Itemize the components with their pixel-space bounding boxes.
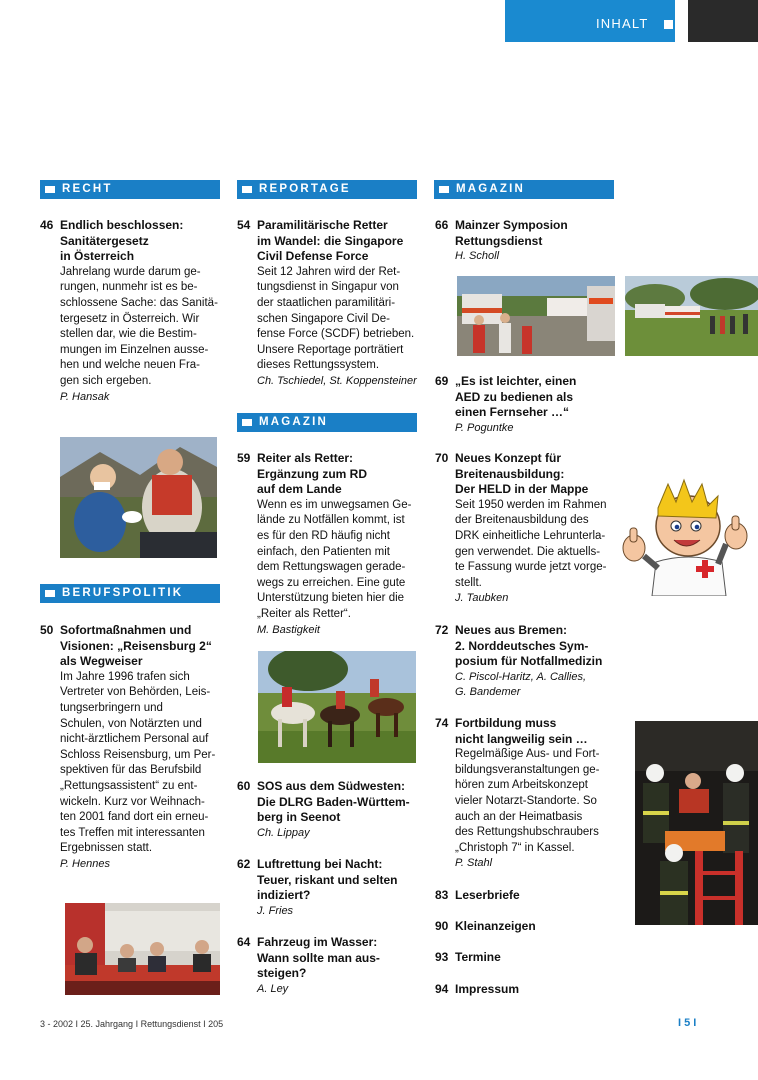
entry-title-line: Sanitätergesetz xyxy=(60,233,149,248)
entry-author: P. Poguntke xyxy=(455,421,514,434)
photo-first-aid xyxy=(60,437,217,558)
page-number: 70 xyxy=(435,451,449,465)
entry-title-line: Visionen: „Reisensburg 2“ xyxy=(60,638,212,653)
page-number: 66 xyxy=(435,218,449,232)
entry-text-line: Seit 1950 werden im Rahmen xyxy=(455,498,607,511)
entry-text-line: Regelmäßige Aus- und Fort- xyxy=(455,748,600,761)
entry-text-line: Schulen, von Notärzten und xyxy=(60,717,202,730)
section-recht: RECHT xyxy=(40,180,220,199)
entry-title-line: 2. Norddeutsches Sym- xyxy=(455,638,589,653)
entry-title-line: SOS aus dem Südwesten: xyxy=(257,779,406,793)
entry-text-line: bildungsveranstaltungen ge- xyxy=(455,763,600,776)
entry-59[interactable] xyxy=(237,451,412,638)
entry-text-line: stellt. xyxy=(455,576,482,589)
entry-title-line: im Wandel: die Singapore xyxy=(257,233,404,248)
footer-issue-info: 3 - 2002 I 25. Jahrgang I Rettungsdienst I 205 xyxy=(40,1019,224,1029)
entry-83[interactable] xyxy=(435,888,520,904)
entry-text-line: es für den RD häufig nicht xyxy=(257,529,390,542)
entry-title-line: Leserbriefe xyxy=(455,888,520,902)
entry-title-line: indiziert? xyxy=(257,888,311,903)
page-number: 60 xyxy=(237,779,251,793)
page-number: 46 xyxy=(40,218,54,232)
entry-text-line: „Reiter als Retter“. xyxy=(257,607,351,620)
entry-66[interactable] xyxy=(435,218,568,265)
entry-text-line: tungsdienst in Singapur von xyxy=(257,281,399,294)
entry-text-line: Unsere Reportage porträtiert xyxy=(257,343,404,356)
page-number: 62 xyxy=(237,857,251,871)
entry-text-line: vieler Notarzt-Standorte. So xyxy=(455,794,597,807)
entry-text-line: dem Rettungswagen gerade- xyxy=(257,561,406,574)
entry-author: C. Piscol-Haritz, A. Callies, xyxy=(455,670,587,683)
entry-text-line: Ergebnissen statt. xyxy=(60,842,153,855)
entry-title-line: Rettungsdienst xyxy=(455,233,543,248)
page-number: 69 xyxy=(435,374,449,388)
entry-text-line: DRK einheitliche Lehrunterla- xyxy=(455,529,606,542)
entry-64[interactable] xyxy=(237,935,380,997)
entry-50[interactable] xyxy=(40,623,216,873)
entry-text-line: Vertreter von Behörden, Leis- xyxy=(60,686,211,699)
entry-text-line: tergesetz in Österreich. Wir xyxy=(60,312,200,325)
entry-text-line: der staatlichen paramilitäri- xyxy=(257,296,396,309)
page-number: 64 xyxy=(237,935,251,949)
entry-60[interactable] xyxy=(237,779,410,841)
entry-title-line: Teuer, riskant und selten xyxy=(257,872,398,887)
section-berufspolitik: BERUFSPOLITIK xyxy=(40,584,220,603)
entry-text-line: stellen dar, wie die Bestim- xyxy=(60,328,197,341)
page-number: 93 xyxy=(435,950,449,964)
entry-title-line: posium für Notfallmedizin xyxy=(455,654,603,669)
entry-text-line: Im Jahre 1996 trafen sich xyxy=(60,670,190,683)
entry-title-line: einen Fernseher …“ xyxy=(455,405,570,420)
entry-text-line: gen sich ergeben. xyxy=(60,374,152,387)
page-number: 54 xyxy=(237,218,251,232)
entry-text-line: Jahrelang wurde darum ge- xyxy=(60,265,201,278)
entry-author: Ch. Lippay xyxy=(257,826,310,839)
page-number: 74 xyxy=(435,716,449,730)
entry-93[interactable] xyxy=(435,950,501,966)
cartoon-held-mascot xyxy=(618,478,748,596)
page-number: 83 xyxy=(435,888,449,902)
entry-title-line: Die DLRG Baden-Württem- xyxy=(257,794,410,809)
entry-text-line: schen Singapore Civil De- xyxy=(257,312,390,325)
entry-title-line: Neues Konzept für xyxy=(455,451,562,465)
entry-title-line: Fahrzeug im Wasser: xyxy=(257,935,378,949)
entry-text-line: hen und welche neuen Fra- xyxy=(60,359,201,372)
entry-text-line: schlossene Sache: das Sanitä- xyxy=(60,296,218,309)
entry-69[interactable] xyxy=(435,374,577,436)
entry-title-line: Endlich beschlossen: xyxy=(60,218,184,232)
entry-text-line: rungen, nunmehr ist es be- xyxy=(60,281,198,294)
entry-text-line: wickeln. Kurz vor Weihnach- xyxy=(60,795,205,808)
header-dark-block xyxy=(688,0,758,42)
entry-text-line: tungserbringern und xyxy=(60,701,163,714)
photo-firefighters xyxy=(635,721,758,925)
entry-title-line: Mainzer Symposion xyxy=(455,218,568,232)
entry-text-line: gen verwendet. Die aktuells- xyxy=(455,545,601,558)
entry-text-line: nicht-ärztlichem Personal auf xyxy=(60,733,209,746)
entry-title-line: „Es ist leichter, einen xyxy=(455,374,577,388)
entry-title-line: Breitenausbildung: xyxy=(455,466,565,481)
entry-author: J. Fries xyxy=(257,904,294,917)
header-bar xyxy=(505,0,675,42)
entry-text-line: Unterstützung bieten hier die xyxy=(257,592,405,605)
entry-text-line: hören zum Arbeitskonzept xyxy=(455,779,588,792)
entry-title-line: Luftrettung bei Nacht: xyxy=(257,857,383,871)
entry-title-line: Fortbildung muss xyxy=(455,716,557,730)
entry-text-line: Seit 12 Jahren wird der Ret- xyxy=(257,265,401,278)
entry-72[interactable] xyxy=(435,623,603,701)
entry-text-line: der Breitenausbildung des xyxy=(455,514,589,527)
entry-author: A. Ley xyxy=(257,982,289,995)
header-label: INHALT xyxy=(596,16,649,31)
entry-author: P. Hansak xyxy=(60,390,110,403)
entry-title-line: Neues aus Bremen: xyxy=(455,623,568,637)
photo-meeting xyxy=(65,903,220,995)
entry-text-line: „Rettungsassistent“ zu ent- xyxy=(60,779,198,792)
entry-54[interactable] xyxy=(237,218,417,390)
entry-title-line: Termine xyxy=(455,950,501,964)
entry-title-line: Wann sollte man aus- xyxy=(257,950,380,965)
entry-author: J. Taubken xyxy=(455,592,509,605)
photo-mainz-right xyxy=(625,276,758,356)
entry-text-line: te Fassung wurde jetzt vorge- xyxy=(455,561,607,574)
entry-title-line: steigen? xyxy=(257,966,307,981)
entry-author: G. Bandemer xyxy=(455,686,521,699)
entry-text-line: spektiven für das Berufsbild xyxy=(60,764,202,777)
entry-text-line: mungen im Einzelnen ausse- xyxy=(60,343,209,356)
photo-mainz-left xyxy=(457,276,615,356)
entry-title-line: auf dem Lande xyxy=(257,482,342,497)
section-magazin-top: MAGAZIN xyxy=(434,180,614,199)
entry-text-line: ten 2001 fand dort ein erneu- xyxy=(60,811,209,824)
entry-text-line: wegs zu erreichen. Eine gute xyxy=(257,576,406,589)
entry-title-line: Der HELD in der Mappe xyxy=(455,482,589,497)
page-number: 50 xyxy=(40,623,54,637)
entry-author: Ch. Tschiedel, St. Koppensteiner xyxy=(257,374,417,387)
entry-text-line: lände zu Notfällen kommt, ist xyxy=(257,514,405,527)
entry-title-line: Kleinanzeigen xyxy=(455,919,536,933)
entry-90[interactable] xyxy=(435,919,536,935)
entry-author: H. Scholl xyxy=(455,250,500,263)
photo-horses xyxy=(258,651,416,763)
page-number: 72 xyxy=(435,623,449,637)
entry-title-line: in Österreich xyxy=(60,249,135,264)
entry-title-line: Paramilitärische Retter xyxy=(257,218,388,232)
entry-text-line: fense Force (SCDF) betrieben. xyxy=(257,328,415,341)
footer-page-number: I 5 I xyxy=(678,1017,697,1029)
entry-text-line: Wenn es im unwegsamen Ge- xyxy=(257,498,412,511)
entry-text-line: Schloss Reisensburg, um Per- xyxy=(60,748,216,761)
entry-text-line: auch an der Heimatbasis xyxy=(455,810,583,823)
entry-text-line: einfach, den Patienten mit xyxy=(257,545,390,558)
page-number: 59 xyxy=(237,451,251,465)
page-number: 90 xyxy=(435,919,449,933)
entry-title-line: Ergänzung zum RD xyxy=(257,466,367,481)
entry-title-line: berg in Seenot xyxy=(257,810,341,825)
entry-text-line: dieses Rettungssystem. xyxy=(257,359,380,372)
entry-author: P. Stahl xyxy=(455,857,493,870)
section-reportage: REPORTAGE xyxy=(237,180,417,199)
entry-70[interactable] xyxy=(435,451,607,607)
entry-author: P. Hennes xyxy=(60,857,110,870)
entry-46[interactable] xyxy=(40,218,218,405)
entry-title-line: Sofortmaßnahmen und xyxy=(60,623,192,637)
section-magazin-mid: MAGAZIN xyxy=(237,413,417,432)
entry-title-line: AED zu bedienen als xyxy=(455,389,574,404)
entry-text-line: des Rettungshubschraubers xyxy=(455,826,599,839)
entry-title-line: Impressum xyxy=(455,982,520,996)
header-square-icon xyxy=(664,20,673,29)
entry-94[interactable] xyxy=(435,982,520,998)
entry-title-line: nicht langweilig sein … xyxy=(455,731,588,746)
entry-text-line: tes Treffen mit interessanten xyxy=(60,826,205,839)
entry-74[interactable] xyxy=(435,716,600,872)
page-number: 94 xyxy=(435,982,449,996)
entry-text-line: „Christoph 7“ in Kassel. xyxy=(455,841,575,854)
entry-62[interactable] xyxy=(237,857,398,919)
entry-title-line: Reiter als Retter: xyxy=(257,451,354,465)
entry-title-line: als Wegweiser xyxy=(60,654,143,669)
entry-author: M. Bastigkeit xyxy=(257,623,320,636)
entry-title-line: Civil Defense Force xyxy=(257,249,369,264)
